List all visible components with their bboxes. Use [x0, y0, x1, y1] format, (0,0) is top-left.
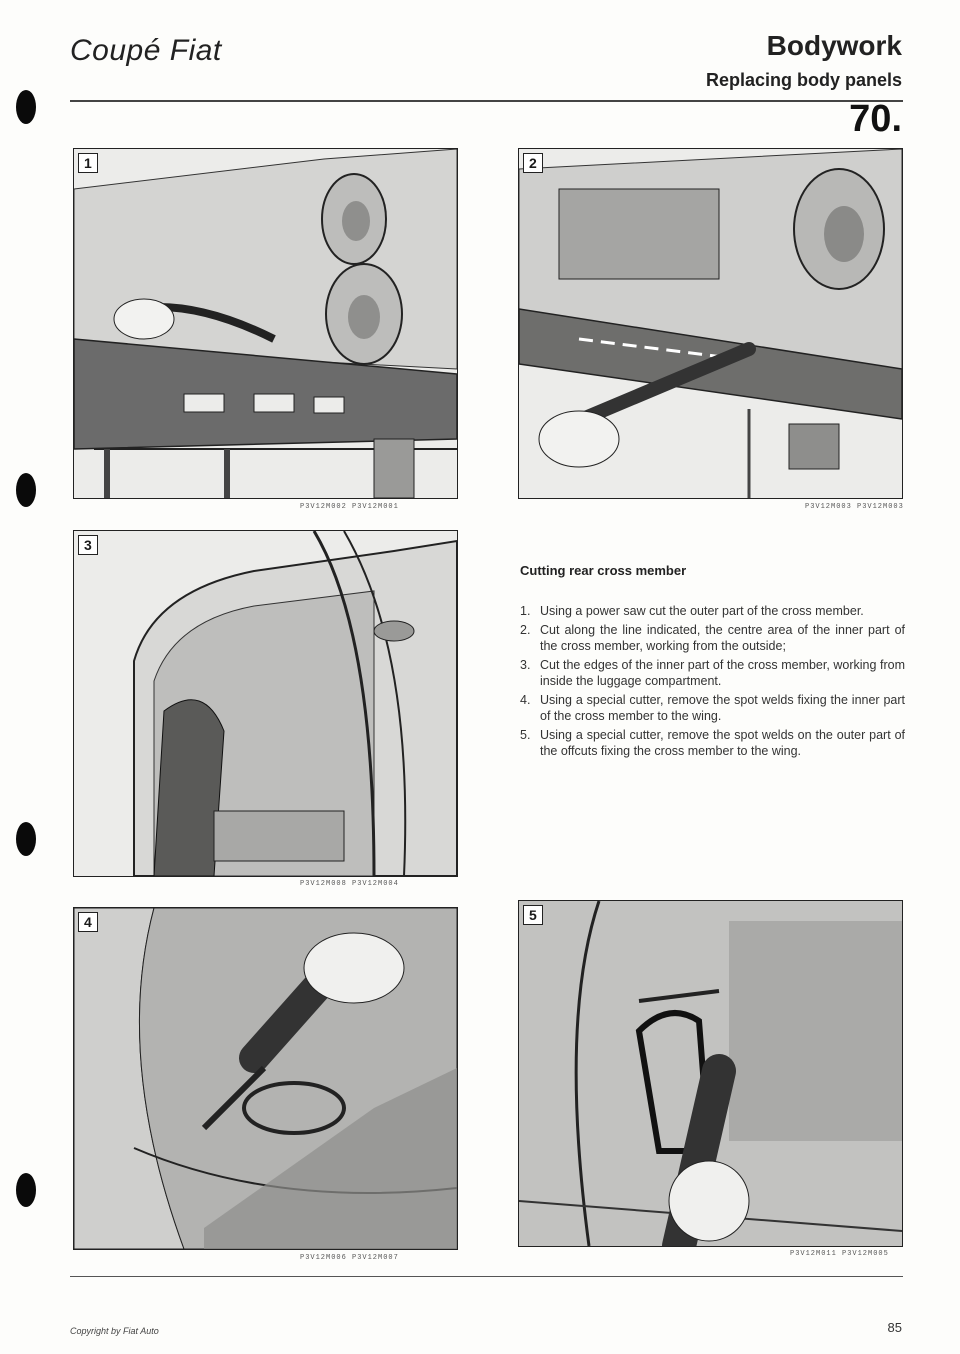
figure-code: P3V12M003 P3V12M003	[805, 503, 904, 511]
binder-hole	[16, 473, 36, 507]
figure-number: 5	[523, 905, 543, 925]
figure-4-drawing	[74, 908, 457, 1249]
footer-rule	[70, 1276, 903, 1277]
step-text: Using a special cutter, remove the spot welds on the outer part of the offcuts fixing the cross member to the wing.	[540, 728, 905, 758]
figure-3-drawing	[74, 531, 457, 876]
figure-number: 4	[78, 912, 98, 932]
figure-number: 3	[78, 535, 98, 555]
header-rule	[70, 100, 903, 102]
figure-3-illustration	[73, 530, 458, 877]
figure-2-drawing	[519, 149, 902, 498]
step-text: Using a power saw cut the outer part of the cross member.	[540, 604, 864, 618]
figure-code: P3V12M011 P3V12M005	[790, 1250, 889, 1258]
step-number: 5.	[520, 728, 531, 742]
procedure-title: Cutting rear cross member	[520, 563, 687, 578]
step-text: Using a special cutter, remove the spot welds fixing the inner part of the cross member to the wing.	[540, 693, 905, 723]
step-number: 3.	[520, 658, 531, 672]
figure-1-drawing	[74, 149, 457, 498]
figure-code: P3V12M008 P3V12M004	[300, 880, 399, 888]
procedure-steps	[520, 603, 905, 762]
copyright-text: Copyright by Fiat Auto	[70, 1326, 159, 1336]
figure-code: P3V12M006 P3V12M007	[300, 1254, 399, 1262]
figure-number: 1	[78, 153, 98, 173]
step-number: 4.	[520, 693, 531, 707]
figure-1-illustration	[73, 148, 458, 499]
figure-5-drawing	[519, 901, 902, 1246]
figure-5-illustration	[518, 900, 903, 1247]
page-number: 85	[887, 1320, 902, 1335]
figure-code: P3V12M002 P3V12M001	[300, 503, 399, 511]
section-title: Bodywork	[766, 30, 902, 61]
binder-hole	[16, 822, 36, 856]
brand-title: Coupé Fiat	[70, 34, 222, 67]
step-text: Cut the edges of the inner part of the cross member, working from inside the luggage compartment.	[540, 658, 905, 688]
step-number: 1.	[520, 604, 531, 618]
list-item	[520, 727, 905, 759]
subsection-title: Replacing body panels	[705, 70, 902, 90]
figure-number: 2	[523, 153, 543, 173]
step-number: 2.	[520, 623, 531, 637]
figure-4-illustration	[73, 907, 458, 1250]
figure-2-illustration	[518, 148, 903, 499]
binder-hole	[16, 1173, 36, 1207]
list-item	[520, 657, 905, 689]
step-text: Cut along the line indicated, the centre area of the inner part of the cross member, working from the outside;	[540, 623, 905, 653]
binder-hole	[16, 90, 36, 124]
page-code: 70.	[849, 98, 902, 140]
list-item	[520, 692, 905, 724]
list-item	[520, 622, 905, 654]
list-item	[520, 603, 905, 619]
